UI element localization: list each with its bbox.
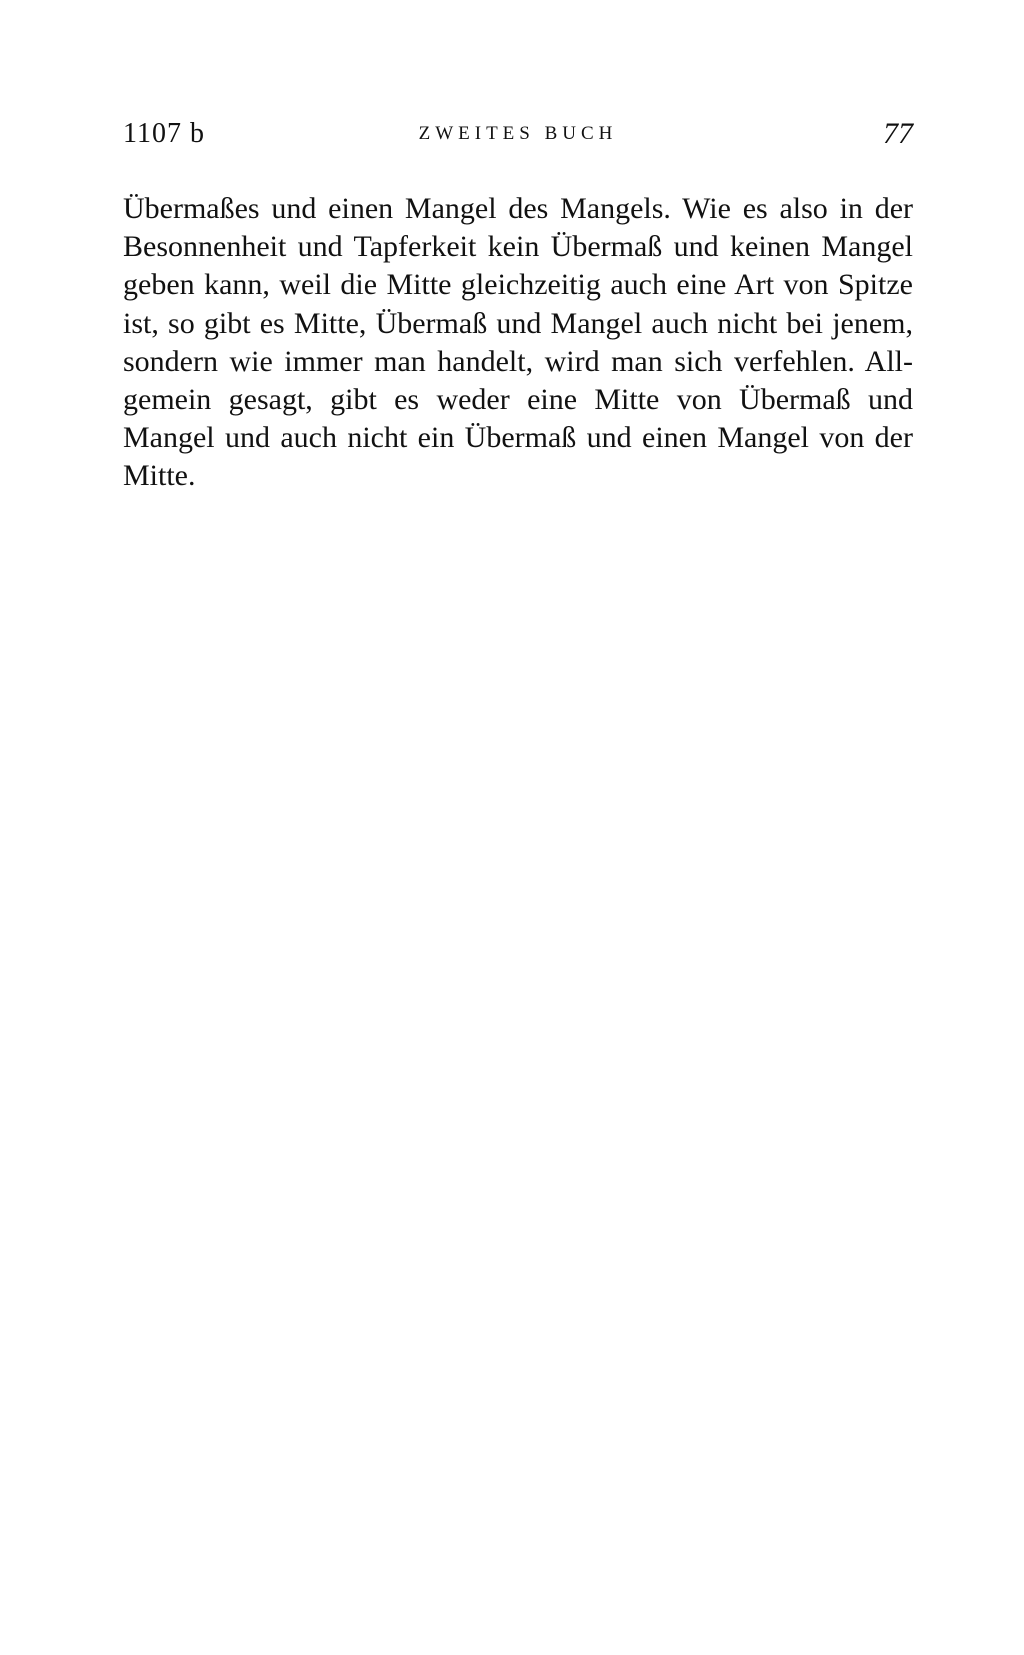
- running-head: [123, 116, 913, 152]
- marginal-reference: 1107 b: [123, 118, 205, 149]
- running-title: ZWEITES BUCH: [418, 123, 618, 144]
- body-paragraph: Übermaßes und einen Mangel des Mangels. Wie es also in der Besonnenheit und Tapferkeit kein Übermaß und keinen Mangel geben kann, weil die Mitte gleichzeitig auch eine Art von Spitze ist, so gibt es Mitte, Übermaß und Mangel auch nicht bei jenem, sondern wie immer man handelt, wird man sich verfehlen. Allgemein gesagt, gibt es weder eine Mitte von Übermaß und Mangel und auch nicht ein Übermaß und einen Mangel von der Mitte.: [123, 192, 913, 493]
- page-number: 77: [883, 117, 913, 150]
